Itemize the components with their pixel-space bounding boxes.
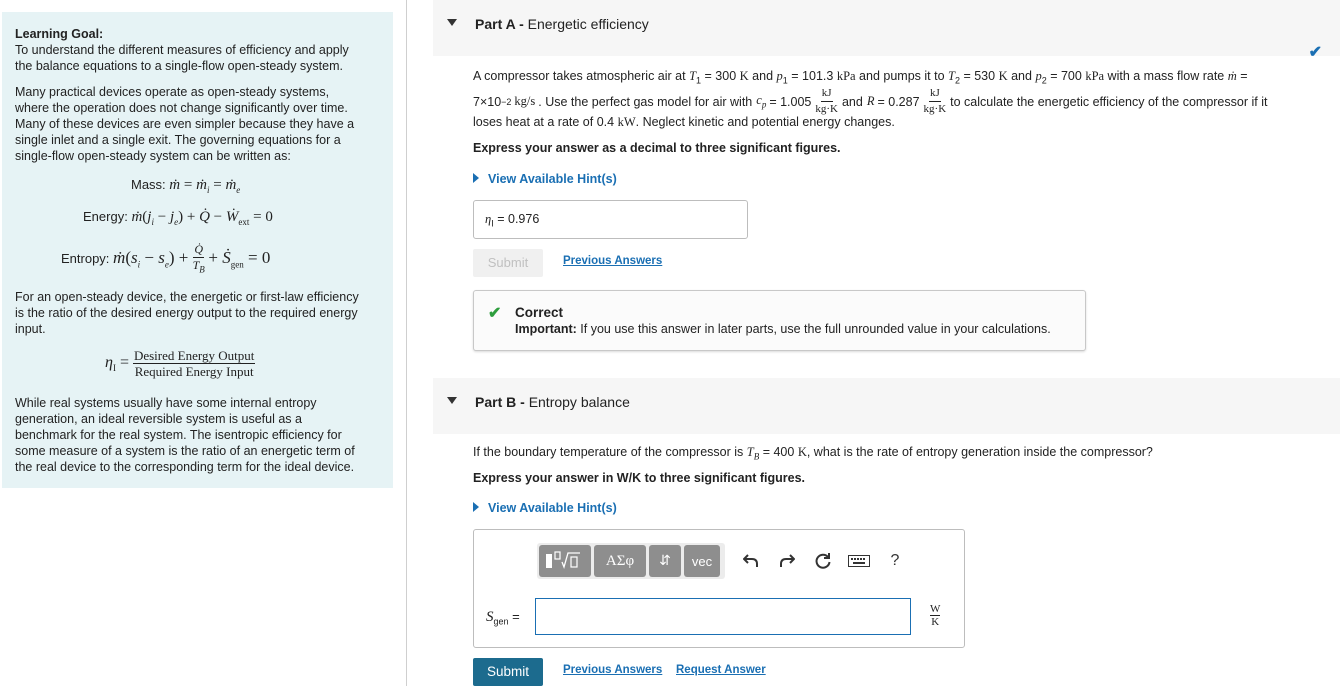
unit-w-per-k: $\frac{W}{K}$ bbox=[930, 603, 941, 628]
toolbar-button-group bbox=[537, 543, 725, 579]
eff-denominator: Required Energy Input bbox=[134, 364, 254, 379]
correct-check-icon: ✔ bbox=[488, 305, 502, 322]
collapse-triangle-icon[interactable] bbox=[447, 19, 457, 26]
redo-icon[interactable] bbox=[771, 545, 803, 577]
greek-button[interactable]: ΑΣφ bbox=[594, 545, 646, 577]
entropy-equation: Entropy: $ṁ(s_i - s_e)$ + $\frac{Q̇}{T_B}$ + Ṡ$_{gen}$ = 0 bbox=[61, 242, 271, 275]
learning-goal-title: Learning Goal: bbox=[15, 27, 104, 41]
learning-goal-para3 bbox=[15, 395, 355, 475]
collapse-triangle-icon[interactable] bbox=[447, 397, 457, 404]
part-a-question-line1: A compressor takes atmospheric air at $T_1 = 300$ K and $p_1 = 101.3$ kPa and pumps it to $T_2 = 530$ K and $p_2 = 700$ kPa with a mass flow rate ṁ = bbox=[473, 69, 1248, 86]
part-a-previous-answers-link[interactable]: Previous Answers bbox=[563, 255, 663, 267]
part-a-answer-box: $\eta_I = 0.976$ bbox=[473, 200, 748, 239]
para1-line: Many practical devices operate as open-steady systems, bbox=[15, 85, 330, 99]
para3-line: benchmark for the real system. The isentropic efficiency for bbox=[15, 428, 342, 442]
para3-line: generation, an ideal reversible system is useful as a bbox=[15, 412, 302, 426]
part-a-title: Part A - Energetic efficiency bbox=[475, 16, 649, 32]
part-a-answer-value: 0.976 bbox=[508, 212, 540, 226]
para2-line: is the ratio of the desired energy output to the required energy bbox=[15, 306, 358, 320]
para1-line: single inlet and a single exit. The governing equations for a bbox=[15, 133, 341, 147]
learning-goal-para1 bbox=[15, 84, 380, 164]
part-b-title: Part B - Entropy balance bbox=[475, 394, 630, 410]
important-note: Important: If you use this answer in later parts, use the full unrounded value in your calculations. bbox=[515, 322, 1051, 336]
help-button[interactable]: ? bbox=[890, 552, 900, 569]
part-a-question-line3: loses heat at a rate of 0.4 kW. Neglect kinetic and potential energy changes. bbox=[473, 115, 895, 129]
para2-line: For an open-steady device, the energetic or first-law efficiency bbox=[15, 290, 359, 304]
part-a-submit-button[interactable]: Submit bbox=[473, 249, 543, 277]
part-a-express: Express your answer as a decimal to three significant figures. bbox=[473, 141, 841, 155]
undo-icon[interactable] bbox=[735, 545, 767, 577]
expand-arrow-icon bbox=[473, 173, 479, 183]
part-a-header[interactable] bbox=[433, 0, 1340, 56]
part-b-submit-button[interactable]: Submit bbox=[473, 658, 543, 686]
keyboard-icon[interactable] bbox=[843, 545, 875, 577]
part-a-complete-check-icon: ✔ bbox=[1308, 44, 1322, 61]
part-a-feedback bbox=[473, 290, 1086, 351]
reset-icon[interactable] bbox=[807, 545, 839, 577]
part-a-hint-toggle[interactable]: View Available Hint(s) bbox=[473, 172, 617, 186]
part-b-answer-editor bbox=[473, 529, 965, 648]
part-b-request-answer-link[interactable]: Request Answer bbox=[676, 664, 766, 676]
para1-line: single-flow open-steady system can be written as: bbox=[15, 149, 291, 163]
templates-icon[interactable] bbox=[539, 545, 591, 577]
updown-button[interactable]: ⇵ bbox=[649, 545, 681, 577]
sgen-label: $S_{gen}$ = bbox=[486, 609, 520, 627]
efficiency-equation: $\eta_I$ = $\frac{\text{Desired Energy Output}}{\text{Required Energy Input}}$ bbox=[105, 348, 255, 379]
math-toolbar bbox=[537, 543, 911, 579]
para1-line: Many of these devices are even simpler because they have a bbox=[15, 117, 355, 131]
column-divider bbox=[406, 0, 407, 686]
intro-line: the balance equations to a single-flow open-steady system. bbox=[15, 59, 343, 73]
energy-equation: Energy: $ṁ(j_i - j_e)$ + Q̇ − Ẇ$_{ext}$ = 0 bbox=[83, 209, 273, 227]
para3-line: While real systems usually have some internal entropy bbox=[15, 396, 317, 410]
part-b-question: If the boundary temperature of the compressor is $T_B = 400$ K, what is the rate of entropy generation inside the compressor? bbox=[473, 445, 1153, 462]
vec-button[interactable]: vec bbox=[684, 545, 720, 577]
learning-goal-intro bbox=[15, 42, 380, 74]
part-b-previous-answers-link[interactable]: Previous Answers bbox=[563, 664, 663, 676]
part-b-hint-toggle[interactable]: View Available Hint(s) bbox=[473, 501, 617, 515]
learning-goal-para2 bbox=[15, 289, 359, 337]
para3-line: some measure of a system is the ratio of an energetic term of bbox=[15, 444, 355, 458]
intro-line: To understand the different measures of efficiency and apply bbox=[15, 43, 349, 57]
part-b-header[interactable] bbox=[433, 378, 1340, 434]
sgen-answer-input[interactable] bbox=[535, 598, 911, 635]
para3-line: the real device to the corresponding term for the ideal device. bbox=[15, 460, 355, 474]
expand-arrow-icon bbox=[473, 502, 479, 512]
part-b-express: Express your answer in W/K to three significant figures. bbox=[473, 471, 806, 485]
mass-equation: Mass: ṁ = ṁ$_i$ = ṁ$_e$ bbox=[131, 177, 241, 195]
eff-numerator: Desired Energy Output bbox=[133, 348, 255, 363]
correct-title: Correct bbox=[515, 305, 564, 320]
part-a-question-line2: 7×10 −2 kg/s . Use the perfect gas model for air with $c_p$ = 1.005 $\frac{kJ}{kg\cdot K}$ and R = 0.287 $\frac{kJ}{kg\cdot K}$ to calculate the energetic efficiency of the compressor if it bbox=[473, 87, 1268, 115]
para2-line: input. bbox=[15, 322, 46, 336]
para1-line: where the operation does not change significantly over time. bbox=[15, 101, 348, 115]
